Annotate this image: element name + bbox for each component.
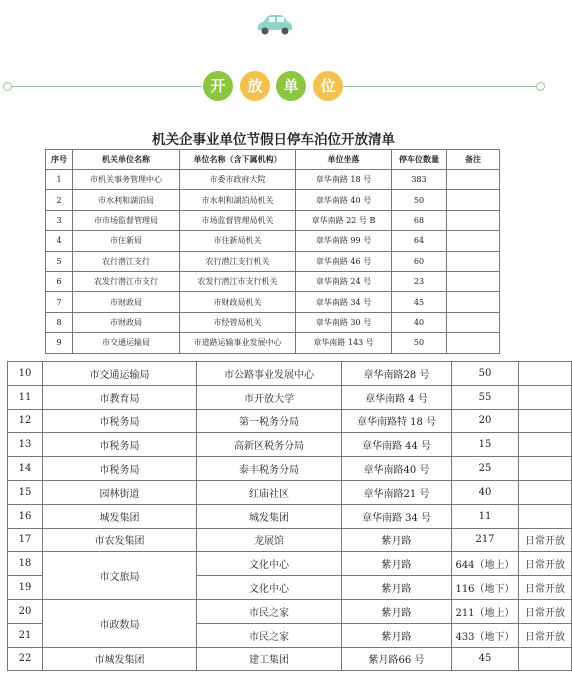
cell-agency: 市文旅局 <box>43 552 197 600</box>
cell-agency: 市交通运输局 <box>73 333 180 353</box>
banner-badge-2: 放 <box>240 71 270 101</box>
cell-remarks <box>447 333 500 353</box>
cell-index: 14 <box>8 457 43 481</box>
cell-spaces: 60 <box>392 251 447 271</box>
cell-spaces: 45 <box>392 292 447 312</box>
table-row <box>46 292 500 312</box>
divider-right <box>343 86 539 87</box>
cell-unit: 农行潜江支行机关 <box>180 251 296 271</box>
cell-spaces: 64 <box>392 231 447 251</box>
cell-unit: 市公路事业发展中心 <box>197 362 342 386</box>
cell-index: 3 <box>46 210 73 230</box>
cell-index: 5 <box>46 251 73 271</box>
cell-index: 7 <box>46 292 73 312</box>
cell-agency: 市税务局 <box>43 457 197 481</box>
cell-index: 1 <box>46 170 73 190</box>
cell-agency: 市政数局 <box>43 599 197 647</box>
cell-unit: 市道路运输事业发展中心 <box>180 333 296 353</box>
cell-remarks: 日常开放 <box>519 552 572 576</box>
cell-location: 章华南路 18 号 <box>296 170 392 190</box>
table-header-row <box>46 150 500 170</box>
cell-remarks <box>519 504 572 528</box>
cell-remarks <box>519 480 572 504</box>
cell-remarks <box>447 292 500 312</box>
table-row <box>8 528 572 552</box>
cell-location: 章华南路 34 号 <box>296 292 392 312</box>
cell-unit: 市开放大学 <box>197 385 342 409</box>
header-spaces: 停车位数量 <box>392 150 447 170</box>
cell-remarks <box>519 647 572 671</box>
banner-badge-3: 单 <box>276 71 306 101</box>
cell-index: 13 <box>8 433 43 457</box>
cell-spaces: 50 <box>392 333 447 353</box>
table-row <box>8 647 572 671</box>
cell-spaces: 55 <box>452 385 519 409</box>
table-row <box>46 210 500 230</box>
cell-location: 章华南路40 号 <box>342 457 452 481</box>
cell-location: 紫月路66 号 <box>342 647 452 671</box>
cell-remarks: 日常开放 <box>519 623 572 647</box>
cell-index: 20 <box>8 599 43 623</box>
cell-location: 紫月路 <box>342 552 452 576</box>
cell-unit: 文化中心 <box>197 576 342 600</box>
table-row <box>8 480 572 504</box>
cell-agency: 市市场监督管理局 <box>73 210 180 230</box>
cell-agency: 市税务局 <box>43 433 197 457</box>
header-location: 单位坐落 <box>296 150 392 170</box>
table-row <box>8 433 572 457</box>
cell-spaces: 50 <box>392 190 447 210</box>
cell-spaces: 40 <box>392 312 447 332</box>
cell-remarks <box>447 312 500 332</box>
cell-remarks: 日常开放 <box>519 576 572 600</box>
cell-spaces: 50 <box>452 362 519 386</box>
cell-location: 章华南路21 号 <box>342 480 452 504</box>
table-row <box>8 362 572 386</box>
cell-unit: 农发行潜江市支行机关 <box>180 271 296 291</box>
cell-spaces: 217 <box>452 528 519 552</box>
page-title: 机关企事业单位节假日停车泊位开放清单 <box>152 132 395 148</box>
cell-spaces: 15 <box>452 433 519 457</box>
cell-spaces: 45 <box>452 647 519 671</box>
cell-agency: 市住新局 <box>73 231 180 251</box>
cell-unit: 市民之家 <box>197 599 342 623</box>
cell-spaces: 68 <box>392 210 447 230</box>
cell-index: 19 <box>8 576 43 600</box>
cell-index: 6 <box>46 271 73 291</box>
cell-location: 紫月路 <box>342 623 452 647</box>
table-row <box>8 552 572 576</box>
cell-remarks <box>519 433 572 457</box>
cell-agency: 园林街道 <box>43 480 197 504</box>
table-row <box>8 457 572 481</box>
cell-remarks <box>447 251 500 271</box>
cell-unit: 第一税务分局 <box>197 409 342 433</box>
cell-location: 紫月路 <box>342 599 452 623</box>
table-row <box>46 170 500 190</box>
cell-spaces: 383 <box>392 170 447 190</box>
cell-unit: 高新区税务分局 <box>197 433 342 457</box>
cell-spaces: 23 <box>392 271 447 291</box>
cell-remarks <box>447 170 500 190</box>
cell-location: 章华南路 99 号 <box>296 231 392 251</box>
cell-location: 章华南路 40 号 <box>296 190 392 210</box>
table-row <box>46 312 500 332</box>
cell-index: 16 <box>8 504 43 528</box>
cell-unit: 市场监督管理局机关 <box>180 210 296 230</box>
cell-location: 紫月路 <box>342 576 452 600</box>
cell-location: 章华南路 24 号 <box>296 271 392 291</box>
cell-index: 21 <box>8 623 43 647</box>
cell-remarks <box>519 457 572 481</box>
cell-remarks <box>519 385 572 409</box>
cell-index: 11 <box>8 385 43 409</box>
cell-agency: 农行潜江支行 <box>73 251 180 271</box>
cell-agency: 市财政局 <box>73 312 180 332</box>
table-row <box>46 251 500 271</box>
cell-spaces: 433（地下） <box>452 623 519 647</box>
car-icon <box>254 14 294 36</box>
cell-remarks <box>447 190 500 210</box>
cell-remarks: 日常开放 <box>519 599 572 623</box>
cell-unit: 文化中心 <box>197 552 342 576</box>
cell-location: 章华南路 22 号 B <box>296 210 392 230</box>
cell-unit: 市经管局机关 <box>180 312 296 332</box>
cell-spaces: 40 <box>452 480 519 504</box>
cell-remarks <box>447 271 500 291</box>
cell-unit: 市水利和湖泊局机关 <box>180 190 296 210</box>
header-agency: 机关单位名称 <box>73 150 180 170</box>
cell-index: 15 <box>8 480 43 504</box>
table-row <box>46 231 500 251</box>
cell-remarks: 日常开放 <box>519 528 572 552</box>
cell-index: 22 <box>8 647 43 671</box>
table-row <box>8 385 572 409</box>
cell-spaces: 20 <box>452 409 519 433</box>
cell-index: 8 <box>46 312 73 332</box>
divider-end-left <box>3 82 12 91</box>
cell-spaces: 25 <box>452 457 519 481</box>
cell-spaces: 116（地下） <box>452 576 519 600</box>
table-row <box>8 409 572 433</box>
cell-unit: 市民之家 <box>197 623 342 647</box>
cell-agency: 市税务局 <box>43 409 197 433</box>
cell-remarks <box>519 409 572 433</box>
cell-agency: 市农发集团 <box>43 528 197 552</box>
table-row <box>46 190 500 210</box>
cell-unit: 泰丰税务分局 <box>197 457 342 481</box>
cell-spaces: 11 <box>452 504 519 528</box>
cell-spaces: 644（地上） <box>452 552 519 576</box>
table-row <box>46 271 500 291</box>
cell-index: 2 <box>46 190 73 210</box>
cell-agency: 市水利和湖泊局 <box>73 190 180 210</box>
cell-remarks <box>447 210 500 230</box>
cell-index: 10 <box>8 362 43 386</box>
cell-unit: 龙展馆 <box>197 528 342 552</box>
cell-index: 4 <box>46 231 73 251</box>
cell-spaces: 211（地上） <box>452 599 519 623</box>
table-row <box>46 333 500 353</box>
cell-unit: 红庙社区 <box>197 480 342 504</box>
cell-index: 12 <box>8 409 43 433</box>
parking-table-part2 <box>7 361 572 671</box>
cell-index: 9 <box>46 333 73 353</box>
cell-location: 章华南路 143 号 <box>296 333 392 353</box>
banner-badge-1: 开 <box>203 71 233 101</box>
header-remarks: 备注 <box>447 150 500 170</box>
cell-unit: 市住新局机关 <box>180 231 296 251</box>
cell-location: 章华南路 46 号 <box>296 251 392 271</box>
cell-index: 17 <box>8 528 43 552</box>
table-row <box>8 599 572 623</box>
cell-location: 章华南路 4 号 <box>342 385 452 409</box>
cell-location: 章华南路 44 号 <box>342 433 452 457</box>
cell-remarks <box>447 231 500 251</box>
cell-agency: 市城发集团 <box>43 647 197 671</box>
cell-location: 章华南路特 18 号 <box>342 409 452 433</box>
cell-unit: 建工集团 <box>197 647 342 671</box>
cell-location: 章华南路 34 号 <box>342 504 452 528</box>
header-index: 序号 <box>46 150 73 170</box>
table-row <box>8 504 572 528</box>
cell-unit: 市财政局机关 <box>180 292 296 312</box>
parking-table-part1 <box>45 149 500 354</box>
cell-agency: 城发集团 <box>43 504 197 528</box>
cell-remarks <box>519 362 572 386</box>
cell-location: 紫月路 <box>342 528 452 552</box>
cell-location: 章华南路 30 号 <box>296 312 392 332</box>
cell-unit: 市委市政府大院 <box>180 170 296 190</box>
cell-unit: 城发集团 <box>197 504 342 528</box>
cell-agency: 市教育局 <box>43 385 197 409</box>
cell-agency: 市交通运输局 <box>43 362 197 386</box>
cell-location: 章华南路28 号 <box>342 362 452 386</box>
cell-agency: 市机关事务管理中心 <box>73 170 180 190</box>
divider-end-right <box>536 82 545 91</box>
divider-left <box>8 86 202 87</box>
cell-agency: 农发行潜江市支行 <box>73 271 180 291</box>
cell-agency: 市财政局 <box>73 292 180 312</box>
banner-badge-4: 位 <box>313 71 343 101</box>
header-unit: 单位名称（含下属机构） <box>180 150 296 170</box>
cell-index: 18 <box>8 552 43 576</box>
